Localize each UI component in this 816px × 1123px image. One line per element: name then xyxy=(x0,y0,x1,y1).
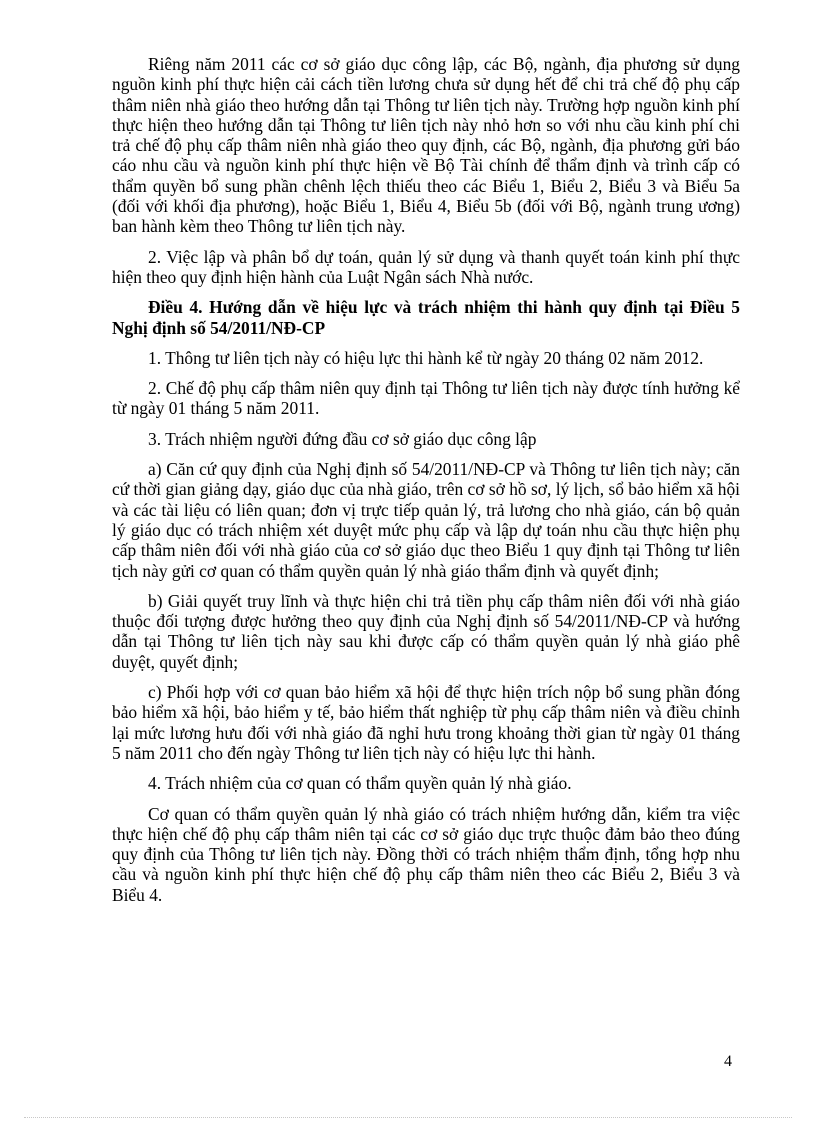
paragraph-item-c: c) Phối hợp với cơ quan bảo hiểm xã hội để thực hiện trích nộp bổ sung phần đóng bảo hiểm xã hội, bảo hiểm y tế, bảo hiểm thất nghiệp từ phụ cấp thâm niên và điều chỉnh lại mức lương hưu đối với nhà giáo đã nghỉ hưu trong khoảng thời gian từ ngày 01 tháng 5 năm 2011 cho đến ngày Thông tư liên tịch này có hiệu lực thi hành. xyxy=(112,682,740,763)
paragraph-authority-responsibility: 4. Trách nhiệm của cơ quan có thẩm quyền quản lý nhà giáo. xyxy=(148,773,572,794)
paragraph-budget-planning: 2. Việc lập và phân bổ dự toán, quản lý sử dụng và thanh quyết toán kinh phí thực hiện theo quy định hiện hành của Luật Ngân sách Nhà nước. xyxy=(112,246,740,287)
paragraph-item-b: b) Giải quyết truy lĩnh và thực hiện chi trả tiền phụ cấp thâm niên đối với nhà giáo thuộc đối tượng được hưởng theo quy định của Nghị định số 54/2011/NĐ-CP và hướng dẫn tại Thông tư liên tịch này sau khi được cấp có thẩm quyền quản lý nhà giáo phê duyệt, quyết định; xyxy=(112,590,740,672)
page-number: 4 xyxy=(724,1053,732,1070)
paragraph-authority-duties: Cơ quan có thẩm quyền quản lý nhà giáo có trách nhiệm hướng dẫn, kiểm tra việc thực hiện chế độ phụ cấp thâm niên tại các cơ sở giáo dục trực thuộc đảm bảo theo đúng quy định của Thông tư liên tịch này. Đồng thời có trách nhiệm thẩm định, tổng hợp nhu cầu và nguồn kinh phí thực hiện chế độ phụ cấp thâm niên theo các Biểu 2, Biểu 3 và Biểu 4. xyxy=(112,803,740,905)
paragraph-funding-2011: Riêng năm 2011 các cơ sở giáo dục công lập, các Bộ, ngành, địa phương sử dụng nguồn kinh phí thực hiện cải cách tiền lương chưa sử dụng hết để chi trả chế độ phụ cấp thâm niên nhà giáo theo hướng dẫn tại Thông tư liên tịch này. Trường hợp nguồn kinh phí thực hiện theo hướng dẫn tại Thông tư liên tịch này nhỏ hơn so với nhu cầu kinh phí chi trả chế độ phụ cấp thâm niên nhà giáo theo quy định, các Bộ, ngành, địa phương gửi báo cáo nhu cầu và nguồn kinh phí thực hiện về Bộ Tài chính để thẩm định và trình cấp có thẩm quyền bổ sung phần chênh lệch thiếu theo các Biểu 1, Biểu 2, Biểu 3 và Biểu 5a (đối với khối địa phương), hoặc Biểu 1, Biểu 4, Biểu 5b (đối với Bộ, ngành trung ương) ban hành kèm theo Thông tư liên tịch này. xyxy=(112,54,740,237)
article-4-heading: Điều 4. Hướng dẫn về hiệu lực và trách nhiệm thi hành quy định tại Điều 5 Nghị định số 54/2011/NĐ-CP xyxy=(112,297,740,338)
document-body xyxy=(112,54,740,915)
paragraph-item-a: a) Căn cứ quy định của Nghị định số 54/2011/NĐ-CP và Thông tư liên tịch này; căn cứ thời gian giảng dạy, giáo dục của nhà giáo, trên cơ sở hồ sơ, lý lịch, sổ bảo hiểm xã hội và các tài liệu có liên quan; đơn vị trực tiếp quản lý, trả lương cho nhà giáo, cán bộ quản lý giáo dục có trách nhiệm xét duyệt mức phụ cấp và lập dự toán nhu cầu thực hiện phụ cấp thâm niên đối với nhà giáo của cơ sở giáo dục theo Biểu 1 quy định tại Thông tư liên tịch này gửi cơ quan có thẩm quyền quản lý nhà giáo thẩm định và quyết định; xyxy=(112,459,740,581)
paragraph-head-responsibility: 3. Trách nhiệm người đứng đầu cơ sở giáo dục công lập xyxy=(148,428,537,449)
paragraph-effective-date: 1. Thông tư liên tịch này có hiệu lực thi hành kể từ ngày 20 tháng 02 năm 2012. xyxy=(148,347,704,368)
paragraph-allowance-start: 2. Chế độ phụ cấp thâm niên quy định tại Thông tư liên tịch này được tính hưởng kể từ ngày 01 tháng 5 năm 2011. xyxy=(112,378,740,419)
page-bottom-divider xyxy=(24,1117,792,1118)
